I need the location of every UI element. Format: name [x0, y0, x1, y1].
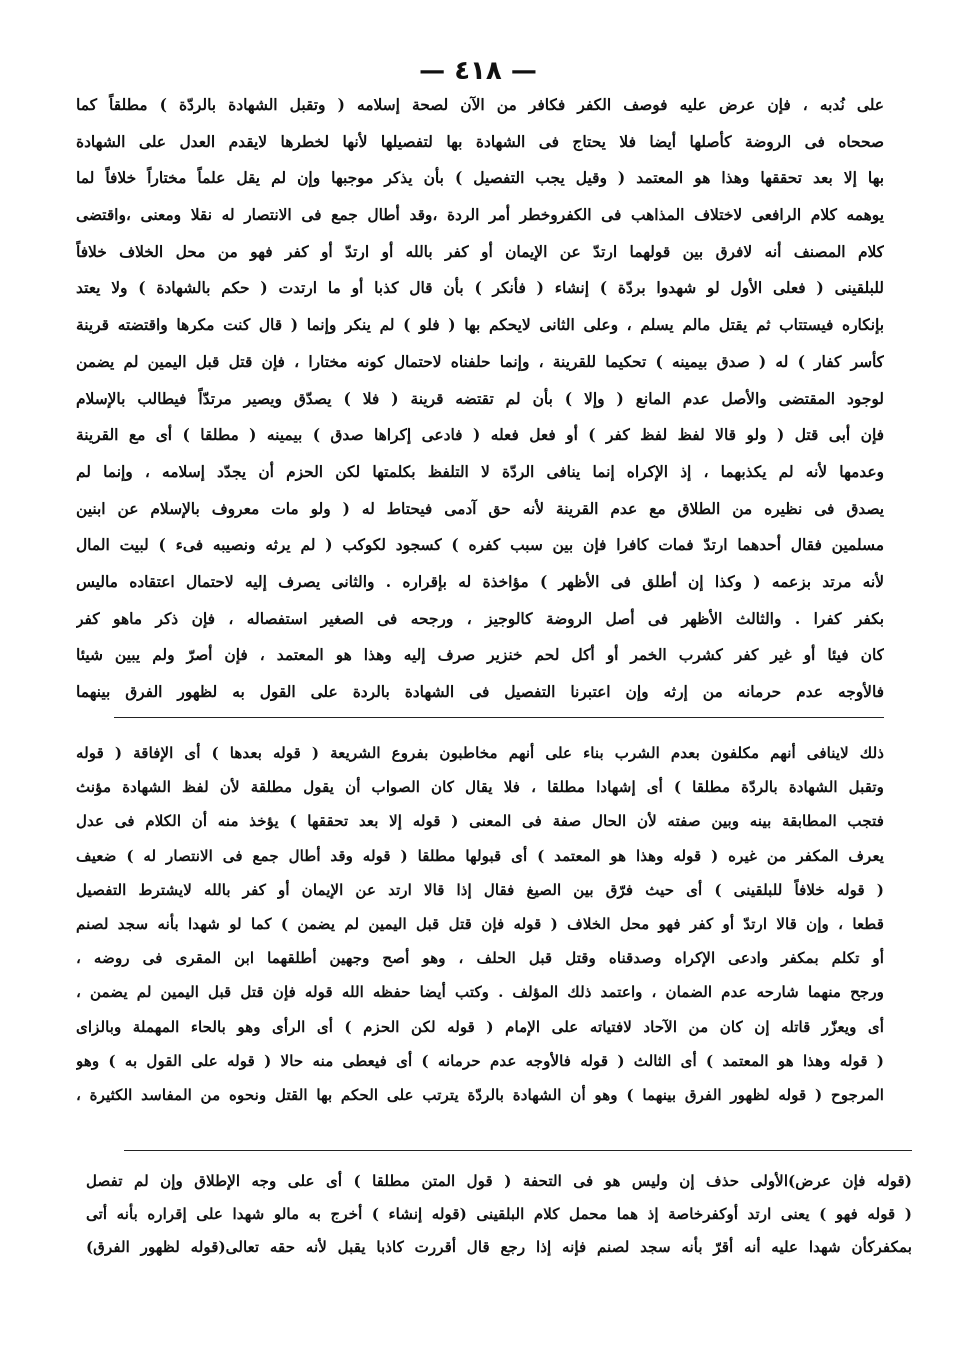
main-text-block — [76, 87, 884, 711]
commentary-line: ( قوله وهذا هو المعتمد ) أى الثالث ( قوله فالأوجه عدم حرمانه ) أى فيعطى منه حالا ( قوله على القول به ) وهو — [76, 1051, 884, 1070]
footnote-line: ( قوله فهو ) يعنى ارتد أوكفرخاصة إذ هما محمل كلام البلقينى (قوله إنشاء ) أخرج به مالو شهدا على إقراره بأنه أتى — [86, 1205, 912, 1223]
commentary-line: يعرف المكفر من غيره ( قوله وهذا هو المعتمد ) أى قبولها مطلقا ( قوله وقد أطال جمع فى الانتصار له ) ضعيف — [76, 846, 884, 865]
commentary-block — [76, 736, 884, 1112]
separator-line — [114, 717, 884, 718]
main-line: فالأوجه عدم حرمانه من إرثه وإن اعتبرنا التفصيل فى الشهادة بالردة على القول به لظهور الفرق بينهما — [76, 683, 884, 701]
main-line: يصدق فى نظيره من الطلاق مع عدم القرينة لأنه حق آدمى فيحتاط له ( ولو مات معروف بالإسلام عن ابنين — [76, 499, 884, 518]
main-line: كان فيئا أو غير كفر كشرب الخمر أو أكل لحم خنزير صرف إليه وهذا هو المعتمد ، فإن أصرّ ولم يبين شيئا — [76, 646, 884, 665]
main-line: لوجود المقتضى والأصل عدم المانع ( وإلا ) بأن لم تقتضه قرينة ( فلا ) يصدّق ويصير مرتدّاً فيطالب بالإسلام — [76, 389, 884, 408]
main-line: لأنه مرتد بزعمه ( وكذا إن أطلق فى الأظهر ) مؤاخذة له بإقراره . والثانى يصرف إليه لاحتمال اعتقاده ماليس — [76, 572, 884, 591]
commentary-line: ذلك لاينافى أنهم مكلفون بعدم الشرب بناء على أنهم مخاطبون بفروع الشريعة ( قوله بعدها ) أى الإفاقة ( قوله — [76, 744, 884, 762]
main-line: صححاه فى الروضة كأصلها أيضا فلا يحتاج فى الشهادة بها لتفصيلها لأنها لخطرها لايقدم العدل على الشهادة — [76, 132, 884, 151]
footnote-line: بمكفركأن شهدا عليه أنه أقرّ بأنه سجد لصنم فإنه إذا رجع قال أقررت كاذبا يقبل لأنه حقه تعالى(قوله لظهور الفرق) — [86, 1238, 912, 1256]
footnote-line: (قوله فإن عرض)الأولى حذف إن وليس هو فى التحفة ( قول المتن مطلقا ) أى على وجه الإطلاق وإن لم تفصل — [86, 1172, 912, 1190]
commentary-line: ( قوله خلافاً للبلقينى ) أى حيث فرّق بين الصيغ فقال إذا قالا ارتد عن الإيمان أو كفر بالله لايشترط التفصيل — [76, 880, 884, 899]
commentary-line: ورجح منهما شارحه عدم الضمان ، واعتمد ذلك المؤلف . وكتب أيضا حفظه الله قوله فإن قتل قبل اليمين لم يضمن ، — [76, 983, 884, 1002]
separator-line — [124, 1150, 912, 1151]
commentary-line: فتجب المطابقة بينه وبين صفته لأن الحال صفة فى المعنى ( قوله إلا بعد تحققها ) يؤخذ منه أن الكلام فى عدل — [76, 812, 884, 831]
main-line: على نُدبه ، فإن عرض عليه فوصف الكفر فكافر من الآن لصحة إسلامه ( وتقبل الشهادة بالردّة ) مطلقاً كما — [76, 96, 884, 114]
main-line: بكفر كفرا . والثالث الأظهر فى أصل الروضة كالوجيز ، ورجحه فى الصغير استفصاله ، فإن ذكر ماهو كفر — [76, 609, 884, 628]
commentary-line: وتقبل الشهادة بالردّة مطلقا ) أى إشهادا مطلقا ، فلا يقال كان الصواب أن يقول مطلقة لأن لفظ الشهادة مؤنث — [76, 778, 884, 797]
page-number: — ٤١٨ — — [419, 56, 537, 86]
main-line: وعدمها لأنه لم يكذبهما ، إذ الإكراه إنما ينافى الردّة لا التلفظ بكلمتها لكن الحزم أن يجدّد إسلامه ، وإنما لم — [76, 462, 884, 481]
commentary-line: المرجوح ( قوله لظهور الفرق بينهما ) وهو أن الشهادة بالردّة يترتب على الحكم بها القتل ونحوه من المفاسد الكثيرة ، — [76, 1085, 884, 1104]
main-line: كأسر كفار ) له ( صدق بيمينه ) تحكيما للقرينة ، وإنما حلفناه لاحتمال كونه مختارا ، فإن قتل قبل اليمين لم يضمن — [76, 352, 884, 371]
main-line: فإن أبى قتل ( ولو قالا لفظ لفظ كفر ) أو فعل فعله ( فادعى إكراها صدق ) بيمينه ( مطلقا ) أى مع القرينة — [76, 426, 884, 445]
main-line: مسلمين فقال أحدهما ارتدّ فمات كافرا فإن بين سبب كفره ) كسجود لكوكب ( لم يرثه ونصيبه فىء ) لبيت المال — [76, 536, 884, 555]
commentary-line: أى ويعزّر قاتله إن كان من الآحاد لافتياته على الإمام ( قوله لكن الحزم ) أى الرأى وهو بالحاء المهملة وبالزاى — [76, 1017, 884, 1036]
main-line: للبلقينى ( فعلى الأول لو شهدوا بردّة ) إنشاء ( فأنكر ) بأن قال كذبا أو ما ارتدت ( حكم بالشهادة ) ولا يعتد — [76, 279, 884, 298]
commentary-line: قطعا ، وإن قالا ارتدّ أو كفر فهو محل الخلاف ( قوله فإن قتل قبل اليمين لم يضمن ) كما لو شهدا بأنه سجد لصنم — [76, 914, 884, 933]
commentary-line: أو تكلم بمكفر وادعى الإكراه وصدقناه وقتل قبل الحلف ، وهو أصح وجهين أطلقهما ابن المقرى فى روضه ، — [76, 949, 884, 968]
main-line: يوهمه كلام الرافعى لاختلاف المذاهب فى الكفروخطر أمر الردة ،وقد أطال جمع فى الانتصار له نقلا ومعنى ،واقتضى — [76, 206, 884, 225]
main-line: كلام المصنف أنه لافرق بين قولهما ارتدّ عن الإيمان أو كفر بالله أو ارتدّ أو كفر فهو من محل الخلاف خلافاً — [76, 242, 884, 261]
main-line: بها إلا بعد تحققها وهذا هو المعتمد ( وقيل يجب التفصيل ) بأن يذكر موجبها وإن لم يقل علماً مختاراً خلافاً لما — [76, 169, 884, 188]
main-line: بإنكاره فيستتاب ثم يقتل مالم يسلم ، وعلى الثانى لايحكم بها ( فلو ) لم ينكر وإنما ( قال كنت مكرها واقتضته قرينة — [76, 316, 884, 335]
footnote-block — [86, 1165, 912, 1264]
